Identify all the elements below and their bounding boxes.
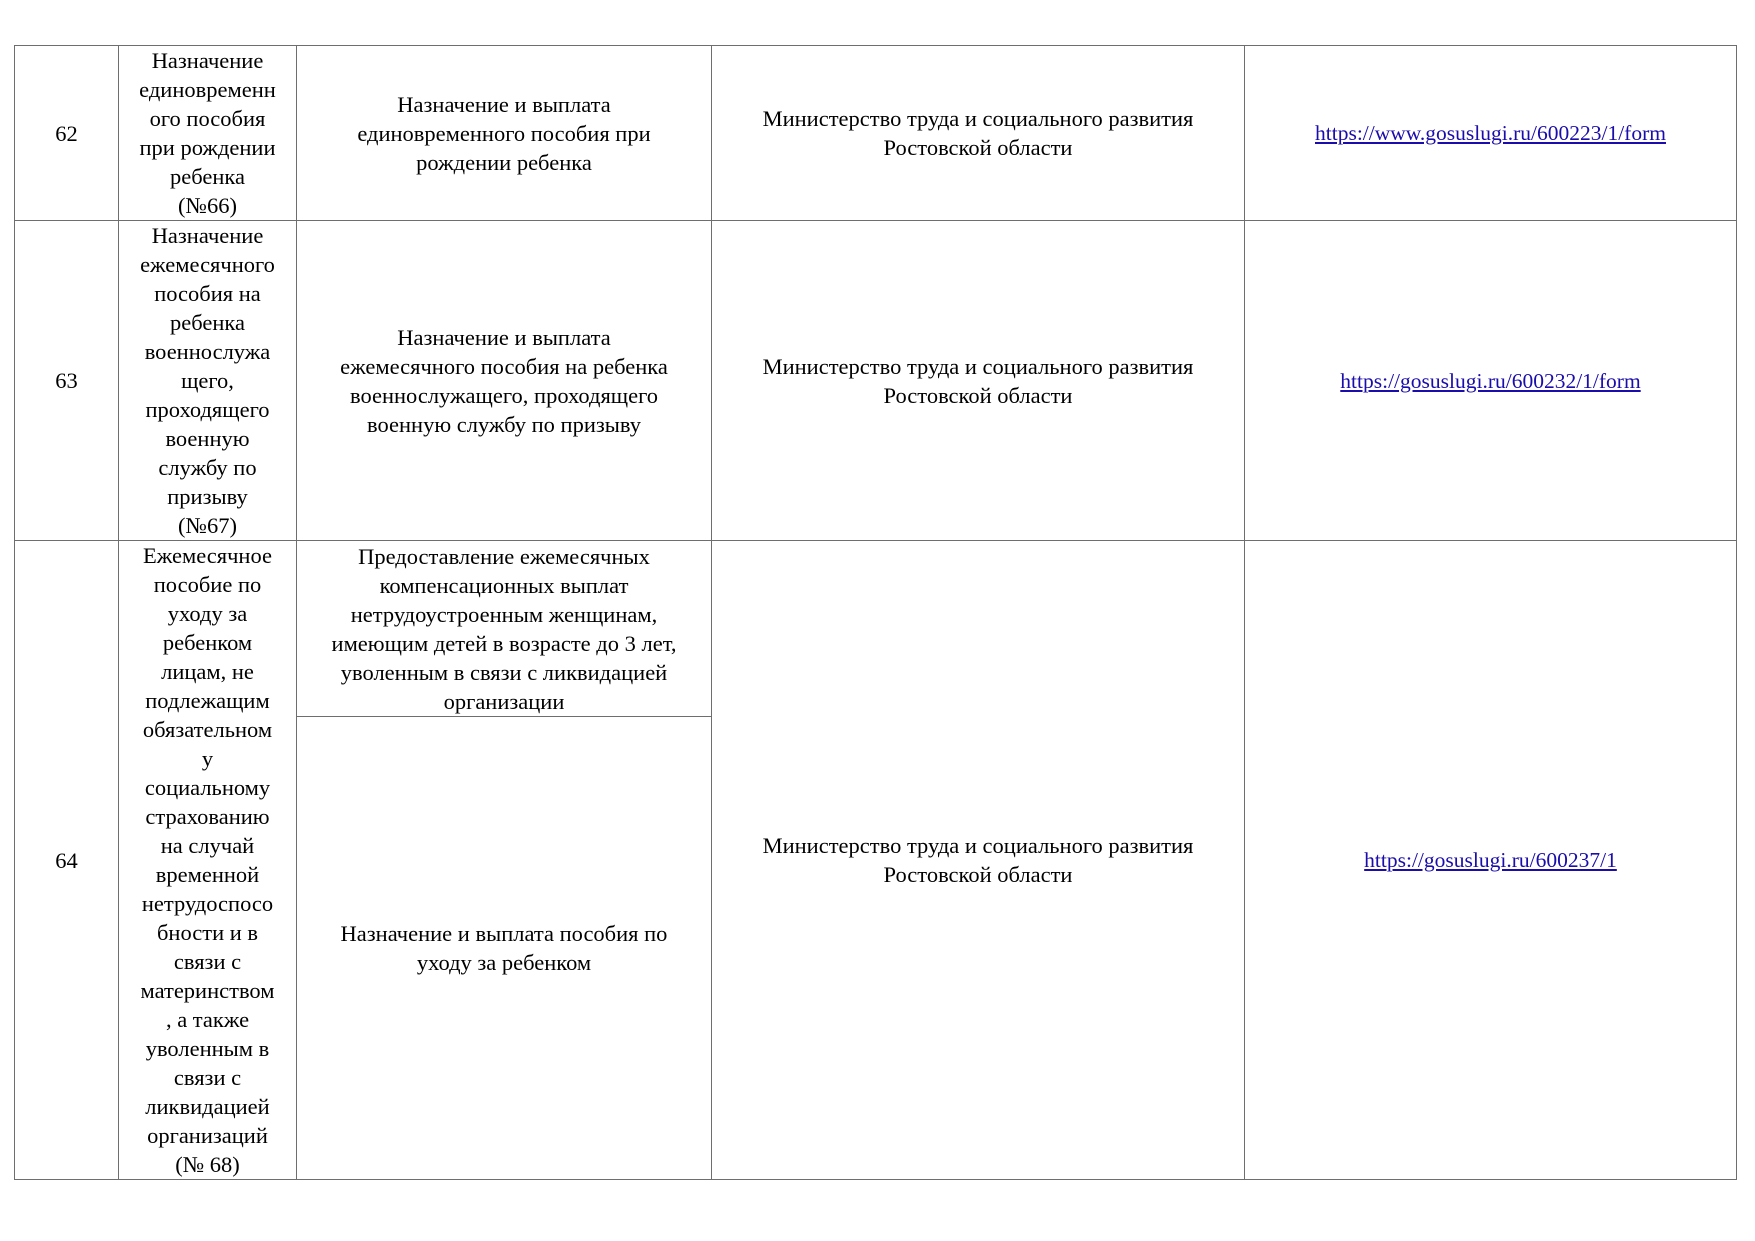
ministry-line: Ростовской области bbox=[883, 135, 1073, 160]
link-cell bbox=[1245, 46, 1737, 221]
service-name-line: уволенным в bbox=[145, 1036, 270, 1061]
service-description-line: ежемесячного пособия на ребенка bbox=[340, 353, 668, 379]
service-name-line: уходу за bbox=[167, 601, 248, 626]
service-name-line: Ежемесячное bbox=[143, 543, 272, 568]
service-name-line: ребенком bbox=[162, 630, 253, 655]
service-name-line: , а также bbox=[165, 1007, 250, 1032]
ministry-line: Министерство труда и социального развития bbox=[762, 833, 1194, 858]
row-number: 62 bbox=[55, 120, 78, 146]
service-name-line: Назначение bbox=[151, 48, 264, 73]
service-name-line: на случай bbox=[160, 833, 255, 858]
table-row bbox=[15, 221, 1737, 541]
service-description-line: уходу за ребенком bbox=[416, 950, 592, 976]
service-description-line: Назначение и выплата bbox=[397, 91, 611, 117]
ministry-line: Министерство труда и социального развития bbox=[762, 353, 1194, 379]
service-name-line: пособие по bbox=[153, 572, 262, 597]
row-number-cell bbox=[15, 46, 119, 221]
service-description-line: нетрудоустроенным женщинам, bbox=[350, 601, 658, 627]
service-description-line: уволенным в связи с ликвидацией bbox=[340, 659, 668, 685]
service-description-line: организации bbox=[443, 688, 565, 714]
service-name-line: ежемесячного bbox=[140, 252, 275, 277]
service-name-line: ликвидацией bbox=[145, 1094, 270, 1119]
table-row bbox=[15, 46, 1737, 221]
service-name-line: при рождении bbox=[139, 135, 276, 160]
row-number-cell bbox=[15, 221, 119, 541]
service-name-cell bbox=[119, 541, 297, 1180]
service-name-line: организаций bbox=[147, 1123, 268, 1148]
service-name-line: материнством bbox=[140, 978, 275, 1003]
service-name-line: пособия на bbox=[154, 281, 261, 306]
service-name-line: ребенка bbox=[170, 310, 245, 335]
service-description-line: имеющим детей в возрасте до 3 лет, bbox=[331, 630, 677, 656]
service-description-line: Назначение и выплата bbox=[397, 324, 611, 350]
service-name-line: обязательном bbox=[142, 717, 273, 742]
service-description-line: Предоставление ежемесячных bbox=[358, 543, 650, 569]
service-name-line: проходящего bbox=[145, 397, 270, 422]
service-description-line: военнослужащего, проходящего bbox=[349, 382, 659, 408]
service-name-line: временной bbox=[155, 862, 260, 887]
service-name-line: единовременн bbox=[139, 77, 276, 102]
ministry-line: Ростовской области bbox=[883, 862, 1073, 887]
service-name-line: ого пособия bbox=[149, 106, 266, 131]
ministry-cell bbox=[712, 541, 1245, 1180]
service-name-line: связи с bbox=[173, 1065, 242, 1090]
service-description-cell bbox=[297, 46, 712, 221]
service-name-line: призыву bbox=[167, 484, 248, 509]
service-name-cell bbox=[119, 46, 297, 221]
service-name-line: (№66) bbox=[178, 193, 237, 218]
service-description-line: единовременного пособия при bbox=[357, 120, 651, 146]
service-name-line: бности и в bbox=[156, 920, 259, 945]
ministry-cell bbox=[712, 46, 1245, 221]
row-number-cell bbox=[15, 541, 119, 1180]
ministry-line: Ростовской области bbox=[883, 382, 1073, 408]
service-description-cell bbox=[297, 541, 712, 717]
link-cell bbox=[1245, 221, 1737, 541]
link-cell bbox=[1245, 541, 1737, 1180]
ministry-cell bbox=[712, 221, 1245, 541]
service-name-line: (№67) bbox=[178, 513, 237, 538]
service-name-line: Назначение bbox=[151, 223, 264, 248]
service-name-line: военнослужа bbox=[144, 339, 271, 364]
row-number: 64 bbox=[55, 847, 78, 873]
service-description-line: Назначение и выплата пособия по bbox=[340, 921, 668, 947]
service-description-cell bbox=[297, 717, 712, 1180]
ministry-line: Министерство труда и социального развития bbox=[762, 106, 1194, 131]
service-description-line: рождении ребенка bbox=[416, 149, 592, 175]
service-name-cell bbox=[119, 221, 297, 541]
gosuslugi-link[interactable]: https://gosuslugi.ru/600237/1 bbox=[1364, 848, 1617, 872]
gosuslugi-link[interactable]: https://gosuslugi.ru/600232/1/form bbox=[1340, 368, 1641, 393]
service-name-line: подлежащим bbox=[145, 688, 270, 713]
service-name-line: военную bbox=[165, 426, 250, 451]
service-name-line: службу по bbox=[158, 455, 257, 480]
gosuslugi-link[interactable]: https://www.gosuslugi.ru/600223/1/form bbox=[1315, 121, 1666, 145]
service-name-line: ребенка bbox=[170, 164, 245, 189]
row-number: 63 bbox=[55, 368, 78, 393]
table-row bbox=[15, 541, 1737, 717]
service-name-line: лицам, не bbox=[161, 659, 254, 684]
service-name-line: щего, bbox=[181, 368, 234, 393]
services-table bbox=[14, 45, 1737, 1180]
service-description-line: компенсационных выплат bbox=[379, 572, 629, 598]
service-name-line: страхованию bbox=[145, 804, 270, 829]
service-name-line: социальному bbox=[144, 775, 271, 800]
service-description-line: военную службу по призыву bbox=[367, 411, 641, 437]
service-name-line: у bbox=[201, 746, 214, 771]
service-name-line: связи с bbox=[173, 949, 242, 974]
service-description-cell bbox=[297, 221, 712, 541]
service-name-line: (№ 68) bbox=[175, 1152, 240, 1177]
service-name-line: нетрудоспосо bbox=[141, 891, 274, 916]
